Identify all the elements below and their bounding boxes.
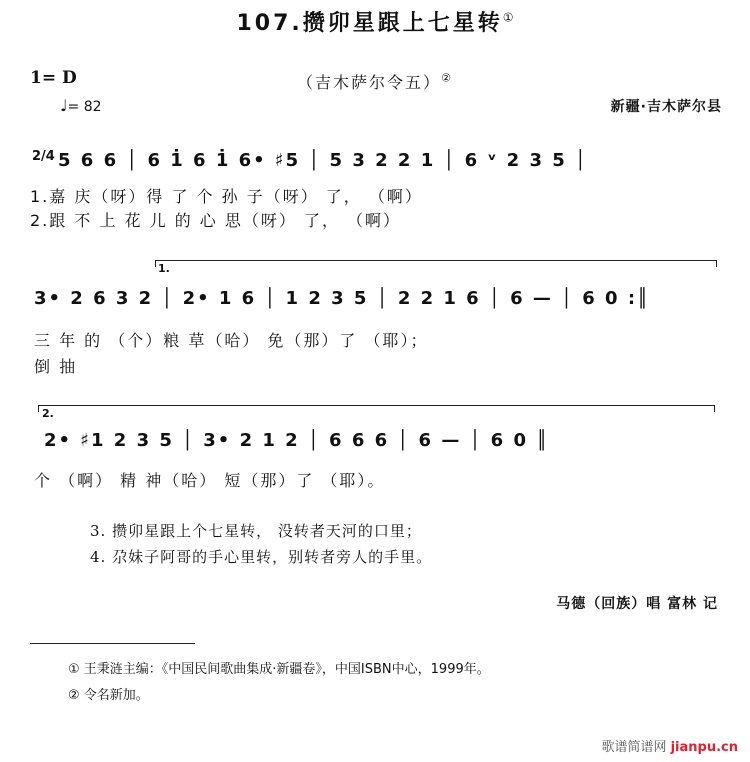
watermark-text: 歌谱简谱网: [601, 740, 667, 755]
lyric-line-2-verse-2: 倒 抽: [34, 357, 78, 376]
footnote-divider: [30, 643, 195, 644]
watermark-url: jianpu.cn: [670, 740, 738, 755]
lyric-line-2-verse-1: 三 年 的 （个）粮 草（哈） 免（那）了 （耶）；: [34, 331, 429, 350]
first-ending-bracket: [155, 260, 717, 267]
verse-3: 3. 攒卯星跟上个七星转， 没转者天河的口里；: [90, 522, 422, 540]
time-signature: 2/4: [32, 149, 55, 164]
subtitle: [0, 70, 750, 93]
second-ending-label: 2.: [42, 407, 54, 420]
watermark: [601, 736, 738, 755]
notation-line-3: 2• ♯1 2 3 5 │ 3• 2 1 2 │ 6 6 6 │ 6 — │ 6 0 ║: [44, 430, 550, 451]
footnote-1: ① 王秉涟主编：《中国民间歌曲集成·新疆卷》，中国ISBN中心，1999年。: [68, 662, 490, 677]
song-origin: 新疆·吉木萨尔县: [610, 99, 722, 115]
title-footnote-mark: ①: [502, 10, 514, 25]
subtitle-text: （吉木萨尔令五）: [297, 73, 442, 92]
key-signature: 1= D: [30, 68, 77, 88]
notation-line-1: 5 6 6 │ 6 1̇ 6 1̇ 6• ♯5 │ 5 3 2 2 1 │ 6 ᵛ 2 3 5 │: [58, 150, 588, 171]
lyric-line-1-verse-1: 1.嘉 庆（呀）得 了 个 孙 子（呀） 了， （啊）: [30, 187, 423, 206]
quarter-note-icon: ♩: [60, 96, 68, 115]
lyric-line-1-verse-2: 2.跟 不 上 花 儿 的 心 思（呀） 了， （啊）: [30, 211, 402, 230]
verse-4: 4. 尕妹子阿哥的手心里转，别转者旁人的手里。: [90, 548, 433, 566]
footnote-2: ② 令名新加。: [68, 688, 149, 703]
subtitle-footnote-mark: ②: [441, 71, 453, 85]
tempo-marking: [60, 96, 102, 115]
song-title: [0, 6, 750, 37]
tempo-value: = 82: [67, 99, 102, 115]
second-ending-bracket: [38, 405, 715, 412]
notation-line-2: 3• 2 6 3 2 │ 2• 1 6 │ 1 2 3 5 │ 2 2 1 6 │ 6 — │ 6 0 :║: [34, 288, 650, 309]
performer-credit: 马德（回族）唱 富林 记: [556, 596, 718, 612]
first-ending-label: 1.: [158, 262, 170, 275]
lyric-line-3-verse-1: 个 （啊） 精 神（哈） 短（那）了 （耶）。: [34, 471, 386, 490]
song-title-text: 107.攒卯星跟上七星转: [236, 11, 503, 36]
